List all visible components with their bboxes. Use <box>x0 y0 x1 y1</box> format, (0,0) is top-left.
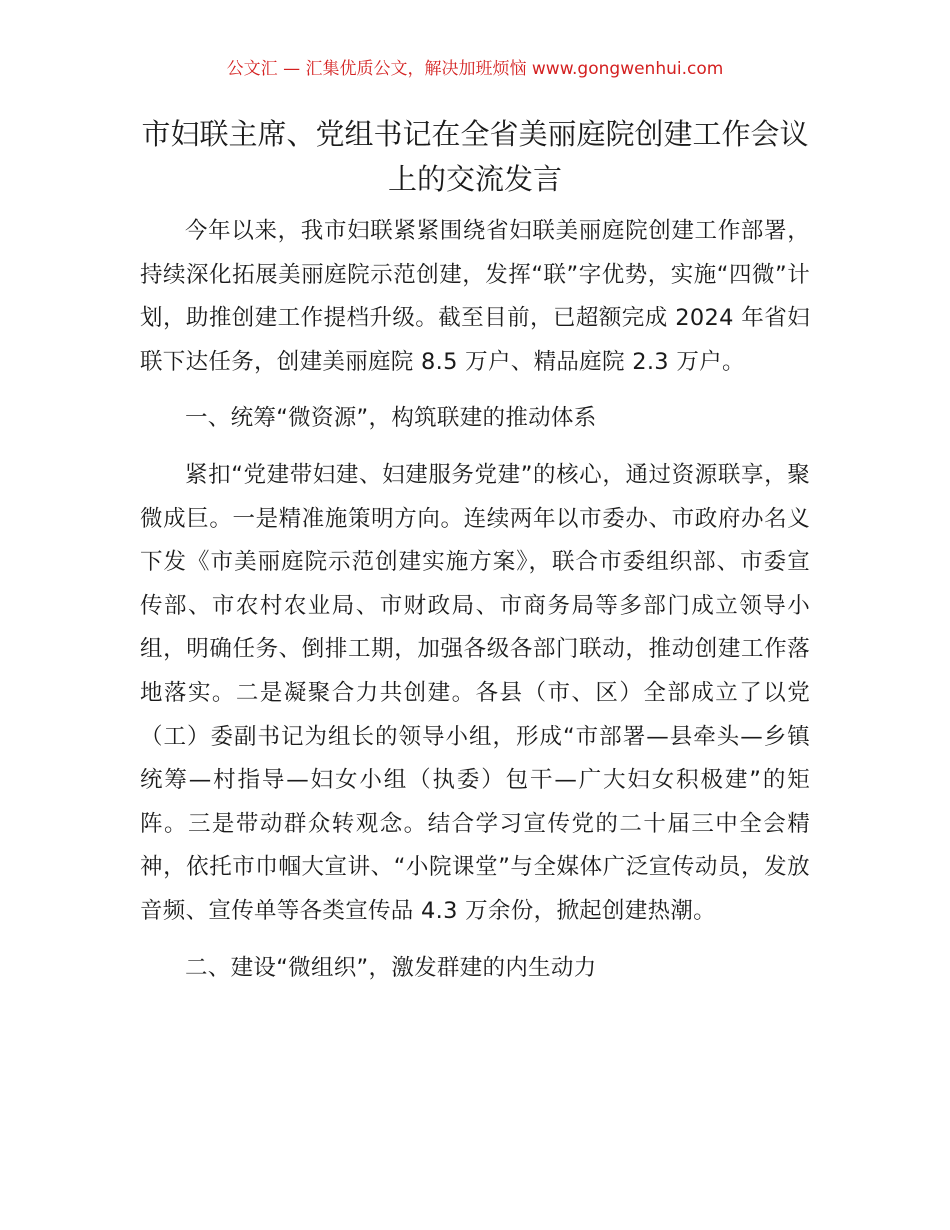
document-title: 市妇联主席、党组书记在全省美丽庭院创建工作会议上的交流发言 <box>141 117 809 196</box>
paragraph-intro: 今年以来，我市妇联紧紧围绕省妇联美丽庭院创建工作部署，持续深化拓展美丽庭院示范创建，发挥“联”字优势，实施“四微”计划，助推创建工作提档升级。截至目前，已超额完成 2024 年省妇联下达任务，创建美丽庭院 8.5 万户、精品庭院 2.3 万户。 <box>140 218 810 375</box>
section-heading-1: 一、统筹“微资源”，构筑联建的推动体系 <box>185 405 597 432</box>
document-body <box>140 210 810 990</box>
section-heading-2: 二、建设“微组织”，激发群建的内生动力 <box>185 954 597 981</box>
paragraph-section-1: 紧扣“党建带妇建、妇建服务党建”的核心，通过资源联享，聚微成巨。一是精准施策明方向。连续两年以市委办、市政府办名义下发《市美丽庭院示范创建实施方案》，联合市委组织部、市委宣传部、市农村农业局、市财政局、市商务局等多部门成立领导小组，明确任务、倒排工期，加强各级各部门联动，推动创建工作落地落实。二是凝聚合力共创建。各县（市、区）全部成立了以党（工）委副书记为组长的领导小组，形成“市部署—县牵头—乡镇统筹—村指导—妇女小组（执委）包干—广大妇女积极建”的矩阵。三是带动群众转观念。结合学习宣传党的二十届三中全会精神，依托市巾帼大宣讲、“小院课堂”与全媒体广泛宣传动员，发放音频、宣传单等各类宣传品 4.3 万余份，掀起创建热潮。 <box>140 461 810 924</box>
header-banner: 公文汇 — 汇集优质公文，解决加班烦恼 www.gongwenhui.com <box>226 59 724 79</box>
